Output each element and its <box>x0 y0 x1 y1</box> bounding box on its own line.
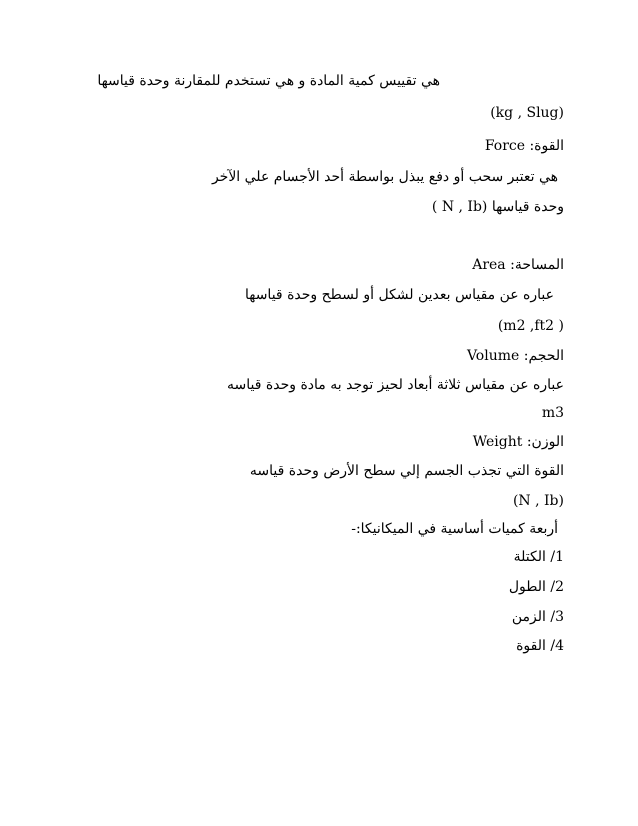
area-definition-line: عباره عن مقياس بعدين لشكل أو لسطح وحدة قياسها <box>244 287 554 303</box>
list-item-length: 2/ الطول <box>508 579 564 595</box>
weight-definition-line: القوة التي تجذب الجسم إلي سطح الأرض وحدة قياسه <box>249 463 564 479</box>
volume-heading: الحجم: Volume <box>466 348 564 364</box>
area-units-line: (m2 ,ft2 ) <box>497 318 564 334</box>
list-item-force: 4/ القوة <box>516 638 564 654</box>
force-units-line: وحدة قياسها (N , Ib ) <box>431 199 564 215</box>
mass-definition-line: هي تقييس كمية المادة و هي تستخدم للمقارنة وحدة قياسها <box>97 73 440 89</box>
weight-units-line: (N , Ib) <box>512 493 564 509</box>
list-item-mass: 1/ الكتلة <box>513 549 564 565</box>
mass-units-line: (kg , Slug) <box>490 105 564 121</box>
fundamental-quantities-heading: أربعة كميات أساسية في الميكانيكا:- <box>351 521 558 537</box>
force-heading: القوة: Force <box>484 138 564 154</box>
force-definition-line: هي تعتبر سحب أو دفع يبذل بواسطة أحد الأجسام علي الآخر <box>211 169 558 185</box>
volume-units-line: m3 <box>541 405 564 421</box>
volume-definition-line: عباره عن مقياس ثلاثة أبعاد لحيز توجد به مادة وحدة قياسه <box>227 377 564 393</box>
list-item-time: 3/ الزمن <box>511 609 564 625</box>
weight-heading: الوزن: Weight <box>472 434 564 450</box>
area-heading: المساحة: Area <box>472 257 564 273</box>
